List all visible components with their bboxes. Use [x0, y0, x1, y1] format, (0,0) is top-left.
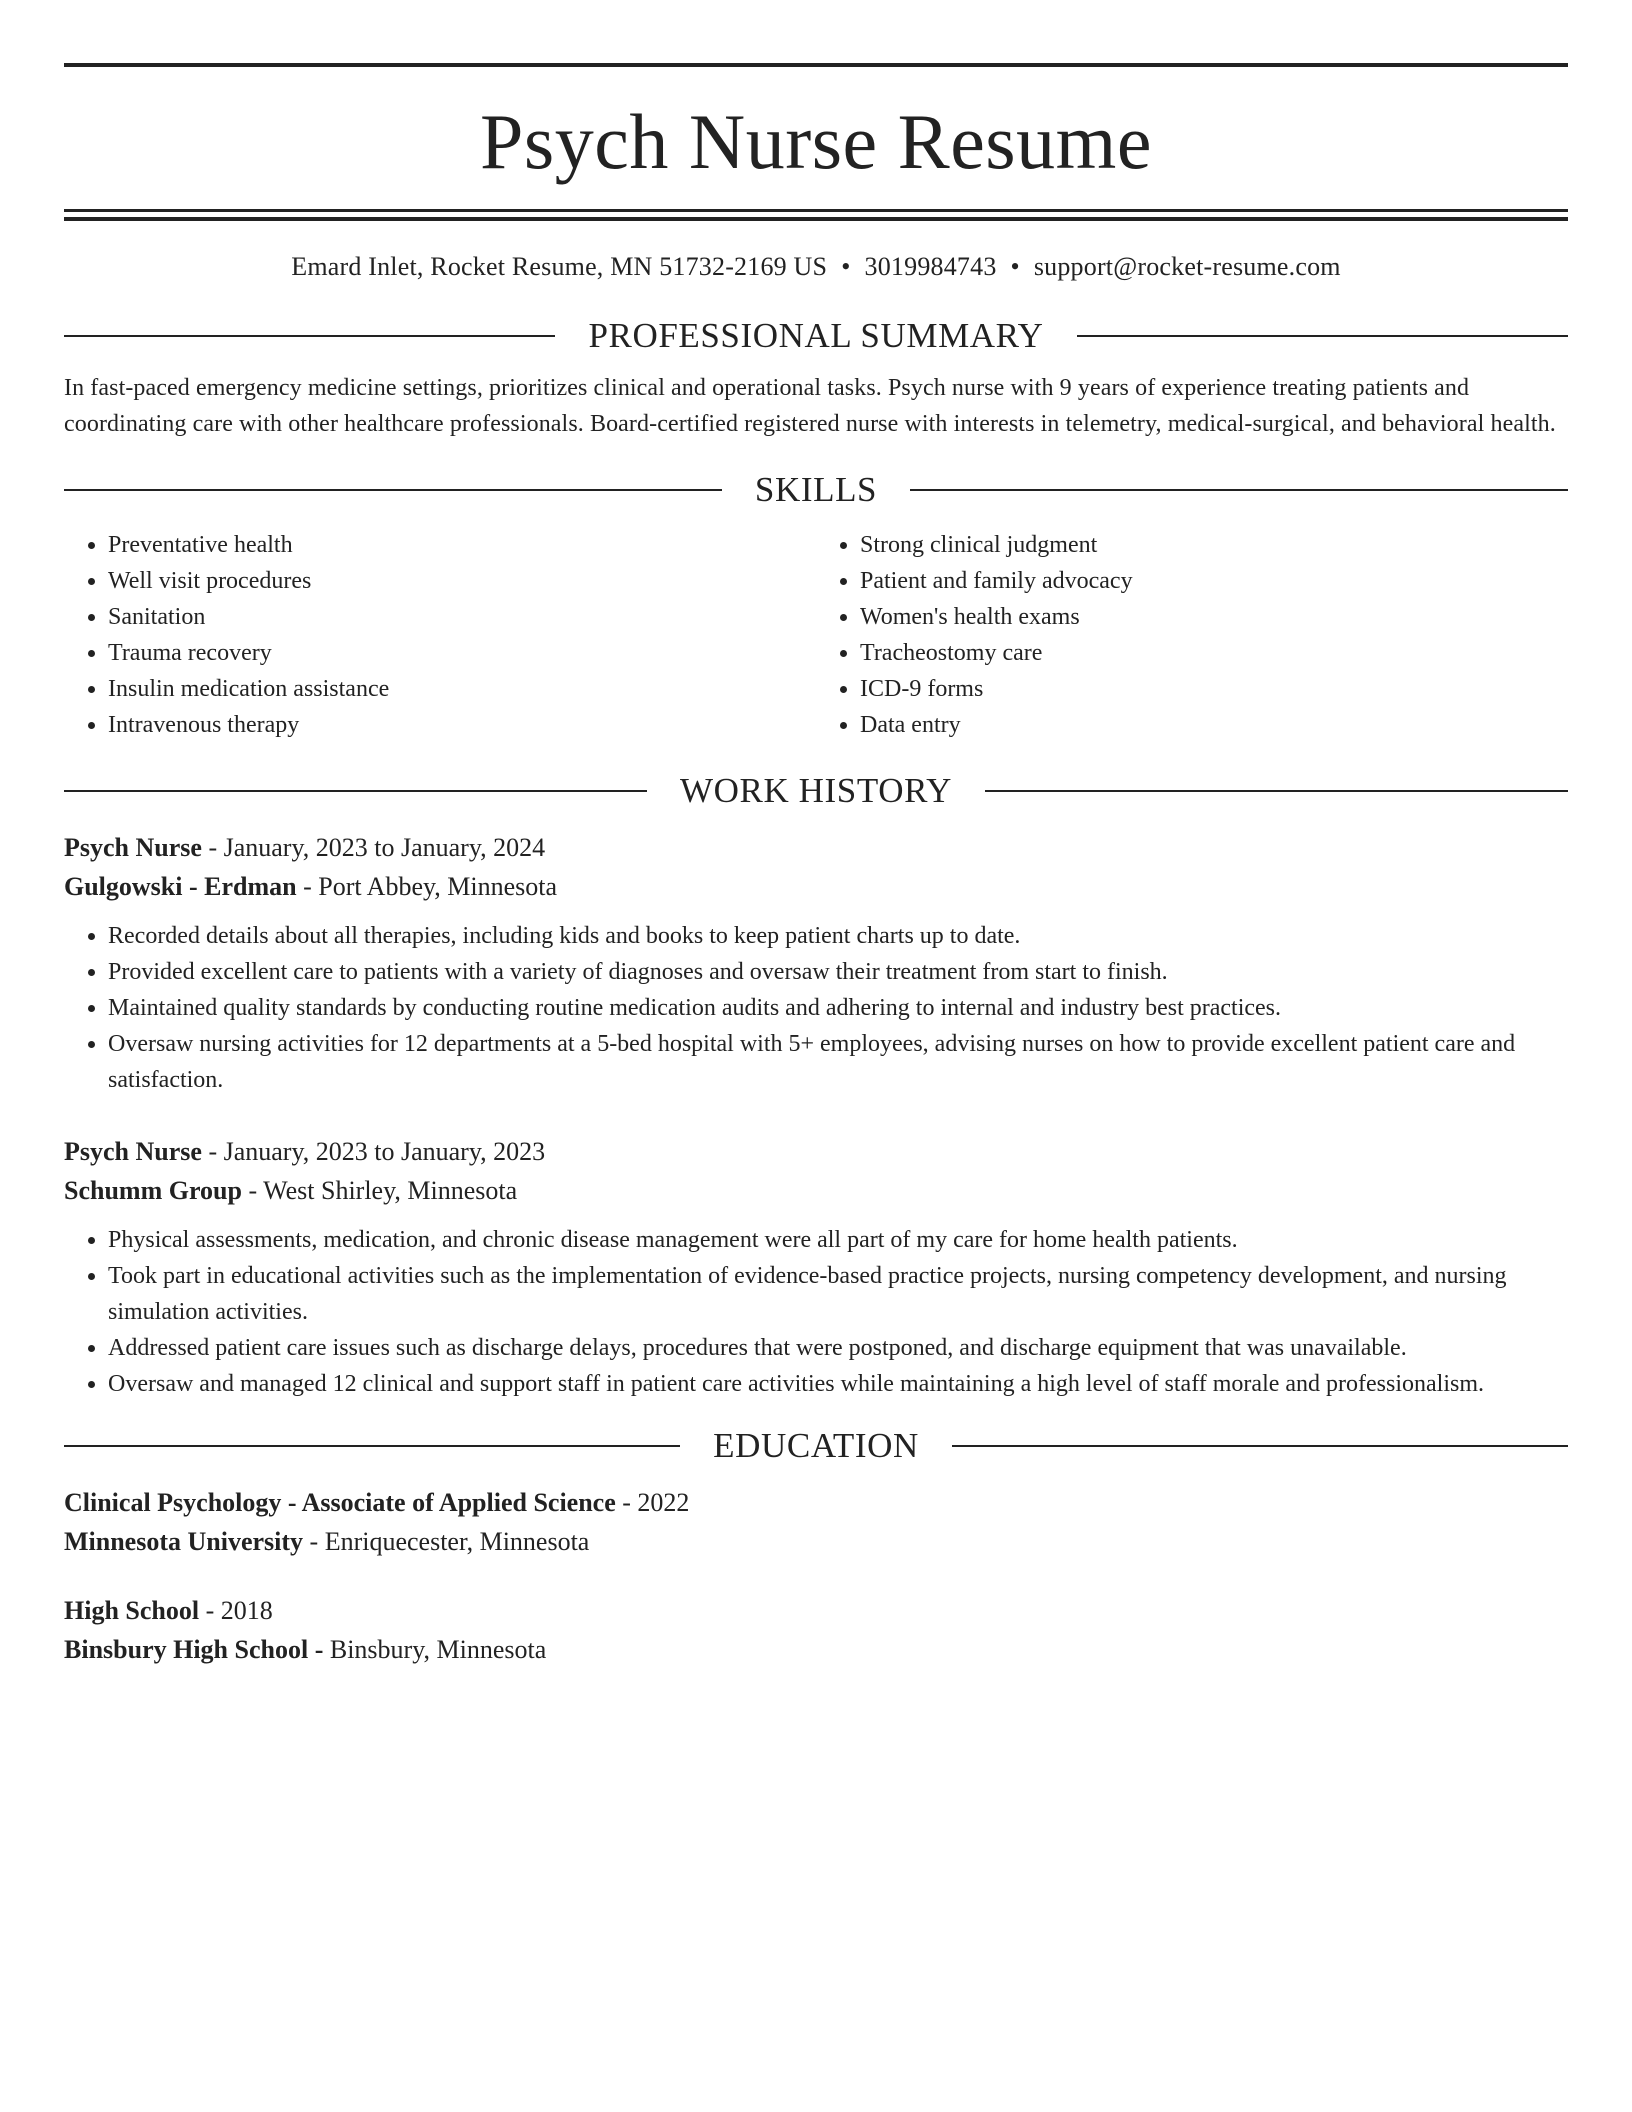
heading-rule — [64, 790, 647, 792]
contact-address: Emard Inlet, Rocket Resume, MN 51732-2169 US — [291, 252, 828, 281]
job-entry — [64, 828, 1568, 1098]
education-year: - 2022 — [615, 1488, 690, 1518]
section-title: SKILLS — [754, 470, 878, 510]
skills-list-left — [64, 527, 816, 743]
education-location: Binsbury, Minnesota — [323, 1635, 547, 1665]
education-degree: Clinical Psychology - Associate of Applied Science — [64, 1488, 616, 1518]
job-company: Schumm Group — [64, 1176, 242, 1206]
job-title-line — [64, 1132, 1568, 1171]
job-company: Gulgowski - Erdman — [64, 872, 297, 902]
education-entry — [64, 1591, 1568, 1669]
job-dates: - January, 2023 to January, 2024 — [201, 833, 546, 863]
education-school: Minnesota University — [64, 1527, 304, 1557]
job-entry — [64, 1132, 1568, 1402]
job-title-line — [64, 828, 1568, 867]
education-school-line — [64, 1630, 1568, 1669]
education-school: Binsbury High School - — [64, 1635, 324, 1665]
job-bullet: • Recorded details about all therapies, including kids and books to keep patient charts up to date. — [108, 918, 1568, 954]
section-heading-summary — [64, 316, 1568, 356]
heading-rule — [64, 489, 722, 491]
heading-rule — [1077, 335, 1568, 337]
skill-item: • Patient and family advocacy — [860, 563, 1568, 599]
section-title: PROFESSIONAL SUMMARY — [588, 316, 1044, 356]
job-bullet: • Maintained quality standards by conducting routine medication audits and adhering to internal and industry best practices. — [108, 990, 1568, 1026]
heading-rule — [64, 1445, 680, 1447]
skill-item: • Data entry — [860, 707, 1568, 743]
contact-email: support@rocket-resume.com — [1033, 252, 1341, 281]
job-company-line — [64, 1171, 1568, 1210]
education-degree-line — [64, 1483, 1568, 1522]
job-dates: - January, 2023 to January, 2023 — [201, 1137, 546, 1167]
job-bullet: • Addressed patient care issues such as discharge delays, procedures that were postponed, and discharge equipment that was unavailable. — [108, 1330, 1568, 1366]
section-heading-work — [64, 771, 1568, 811]
job-bullet: • Oversaw nursing activities for 12 departments at a 5-bed hospital with 5+ employees, advising nurses on how to provide excellent patient care and satisfaction. — [108, 1026, 1568, 1098]
skill-item: • Insulin medication assistance — [108, 671, 816, 707]
skill-item: • Sanitation — [108, 599, 816, 635]
resume-title: Psych Nurse Resume — [480, 98, 1152, 185]
skill-item: • Strong clinical judgment — [860, 527, 1568, 563]
skill-item: • ICD-9 forms — [860, 671, 1568, 707]
job-bullet: • Provided excellent care to patients with a variety of diagnoses and oversaw their treatment from start to finish. — [108, 954, 1568, 990]
skill-item: • Well visit procedures — [108, 563, 816, 599]
heading-rule — [985, 790, 1568, 792]
summary-text: In fast-paced emergency medicine settings, prioritizes clinical and operational tasks. Psych nurse with 9 years of experience treating patients and coordinating care with other healthcare professionals. Board-certified registered nurse with interests in telemetry, medical-surgical, and behavioral health. — [64, 375, 1556, 438]
job-title: Psych Nurse — [64, 1137, 202, 1167]
heading-rule — [952, 1445, 1568, 1447]
job-company-line — [64, 867, 1568, 906]
contact-separator: • — [841, 252, 851, 281]
skill-item: • Trauma recovery — [108, 635, 816, 671]
job-bullet: • Physical assessments, medication, and chronic disease management were all part of my care for home health patients. — [108, 1222, 1568, 1258]
job-location: - Port Abbey, Minnesota — [296, 872, 558, 902]
skill-item: • Preventative health — [108, 527, 816, 563]
section-heading-education — [64, 1426, 1568, 1466]
contact-separator: • — [1010, 252, 1020, 281]
skills-columns — [64, 527, 1568, 743]
education-year: - 2018 — [199, 1596, 273, 1626]
job-bullet: • Took part in educational activities such as the implementation of evidence-based practice projects, nursing competency development, and nursing simulation activities. — [108, 1258, 1568, 1330]
education-location: - Enriquecester, Minnesota — [303, 1527, 590, 1557]
top-rule — [64, 63, 1568, 67]
education-school-line — [64, 1522, 1568, 1561]
job-title: Psych Nurse — [64, 833, 202, 863]
education-degree: High School — [64, 1596, 200, 1626]
education-entry — [64, 1483, 1568, 1561]
skill-item: • Intravenous therapy — [108, 707, 816, 743]
job-location: - West Shirley, Minnesota — [241, 1176, 518, 1206]
section-title: WORK HISTORY — [680, 771, 952, 811]
heading-rule — [64, 335, 555, 337]
contact-line — [64, 251, 1568, 282]
skills-list-right — [816, 527, 1568, 743]
skill-item: • Tracheostomy care — [860, 635, 1568, 671]
skill-item: • Women's health exams — [860, 599, 1568, 635]
heading-rule — [910, 489, 1568, 491]
section-heading-skills — [64, 470, 1568, 510]
education-degree-line — [64, 1591, 1568, 1630]
double-rule — [64, 209, 1568, 221]
section-title: EDUCATION — [713, 1426, 919, 1466]
job-bullet: • Oversaw and managed 12 clinical and support staff in patient care activities while maintaining a high level of staff morale and professionalism. — [108, 1366, 1568, 1402]
contact-phone: 3019984743 — [864, 252, 997, 281]
job-bullets — [64, 918, 1568, 1098]
job-bullets — [64, 1222, 1568, 1402]
